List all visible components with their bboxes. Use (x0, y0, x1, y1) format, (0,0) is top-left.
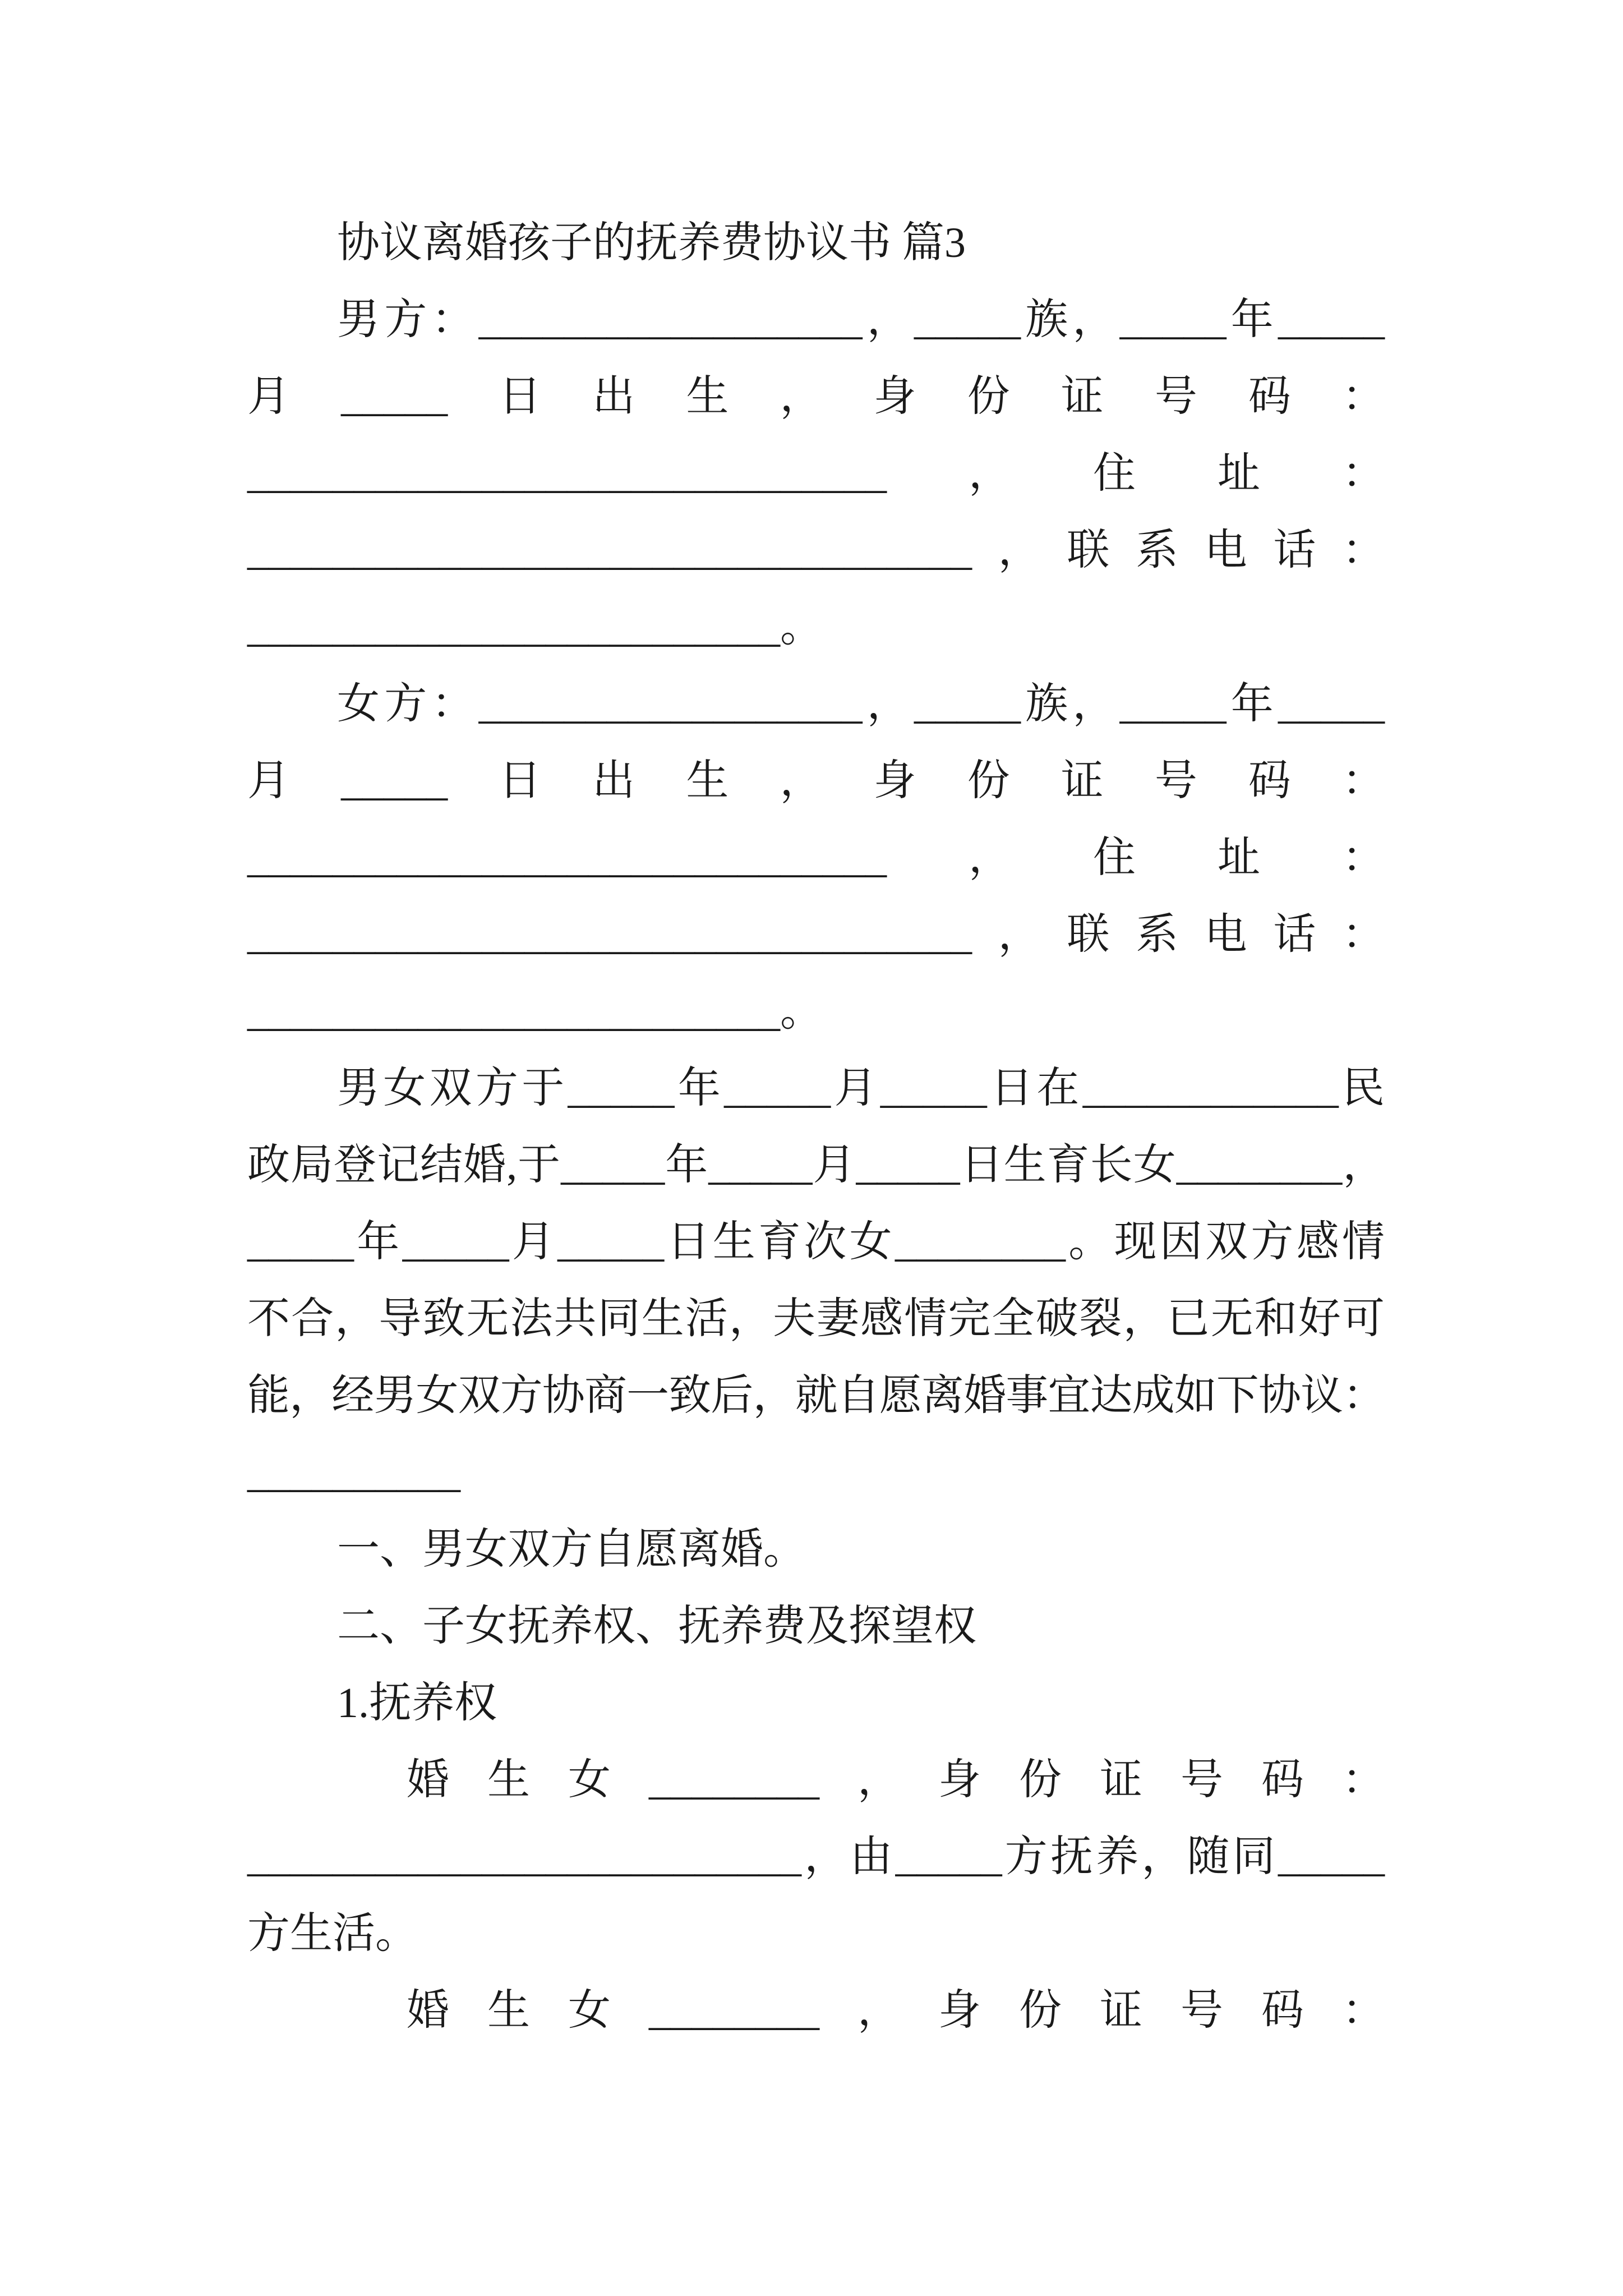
marriage-paragraph-line: 政局登记结婚,于_____年_____月_____日生育长女________， (247, 1142, 1385, 1189)
daughter-1-line: __________________________，由_____方抚养，随同_____ (247, 1833, 1385, 1880)
clause-1: 一、男女双方自愿离婚。 (337, 1526, 806, 1573)
daughter-1-line: 方生活。 (247, 1910, 418, 1957)
male-party-line: 男方：__________________，_____族，_____年_____ (337, 296, 1385, 343)
male-party-line: _________________________。 (247, 604, 823, 651)
daughter-1-line: 婚生女________，身份证号码： (407, 1756, 1385, 1803)
document-title: 协议离婚孩子的抚养费协议书 篇3 (337, 219, 966, 266)
daughter-2-line: 婚生女________，身份证号码： (407, 1987, 1385, 2034)
clause-2-heading: 二、子女抚养权、抚养费及探望权 (337, 1603, 976, 1650)
male-party-line: __________________________________，联系电话： (247, 527, 1385, 574)
document-body (247, 205, 1385, 2049)
blank-line: __________ (247, 1449, 460, 1496)
marriage-paragraph-line: _____年_____月_____日生育次女________。现因双方感情 (247, 1218, 1385, 1266)
marriage-paragraph-line: 能，经男女双方协商一致后，就自愿离婚事宜达成如下协议： (247, 1372, 1385, 1419)
female-party-line: __________________________________，联系电话： (247, 911, 1385, 958)
female-party-line: _________________________。 (247, 988, 823, 1035)
female-party-line: ______________________________，住址： (247, 834, 1385, 881)
female-party-line: 月_____日出生，身份证号码： (247, 757, 1385, 804)
custody-heading: 1.抚养权 (337, 1680, 497, 1727)
male-party-line: 月_____日出生，身份证号码： (247, 373, 1385, 420)
marriage-paragraph-line: 男女双方于_____年_____月_____日在____________民 (337, 1065, 1385, 1112)
marriage-paragraph-line: 不合，导致无法共同生活，夫妻感情完全破裂，已无和好可 (247, 1295, 1385, 1342)
male-party-line: ______________________________，住址： (247, 450, 1385, 497)
female-party-line: 女方：__________________，_____族，_____年_____ (337, 680, 1385, 728)
